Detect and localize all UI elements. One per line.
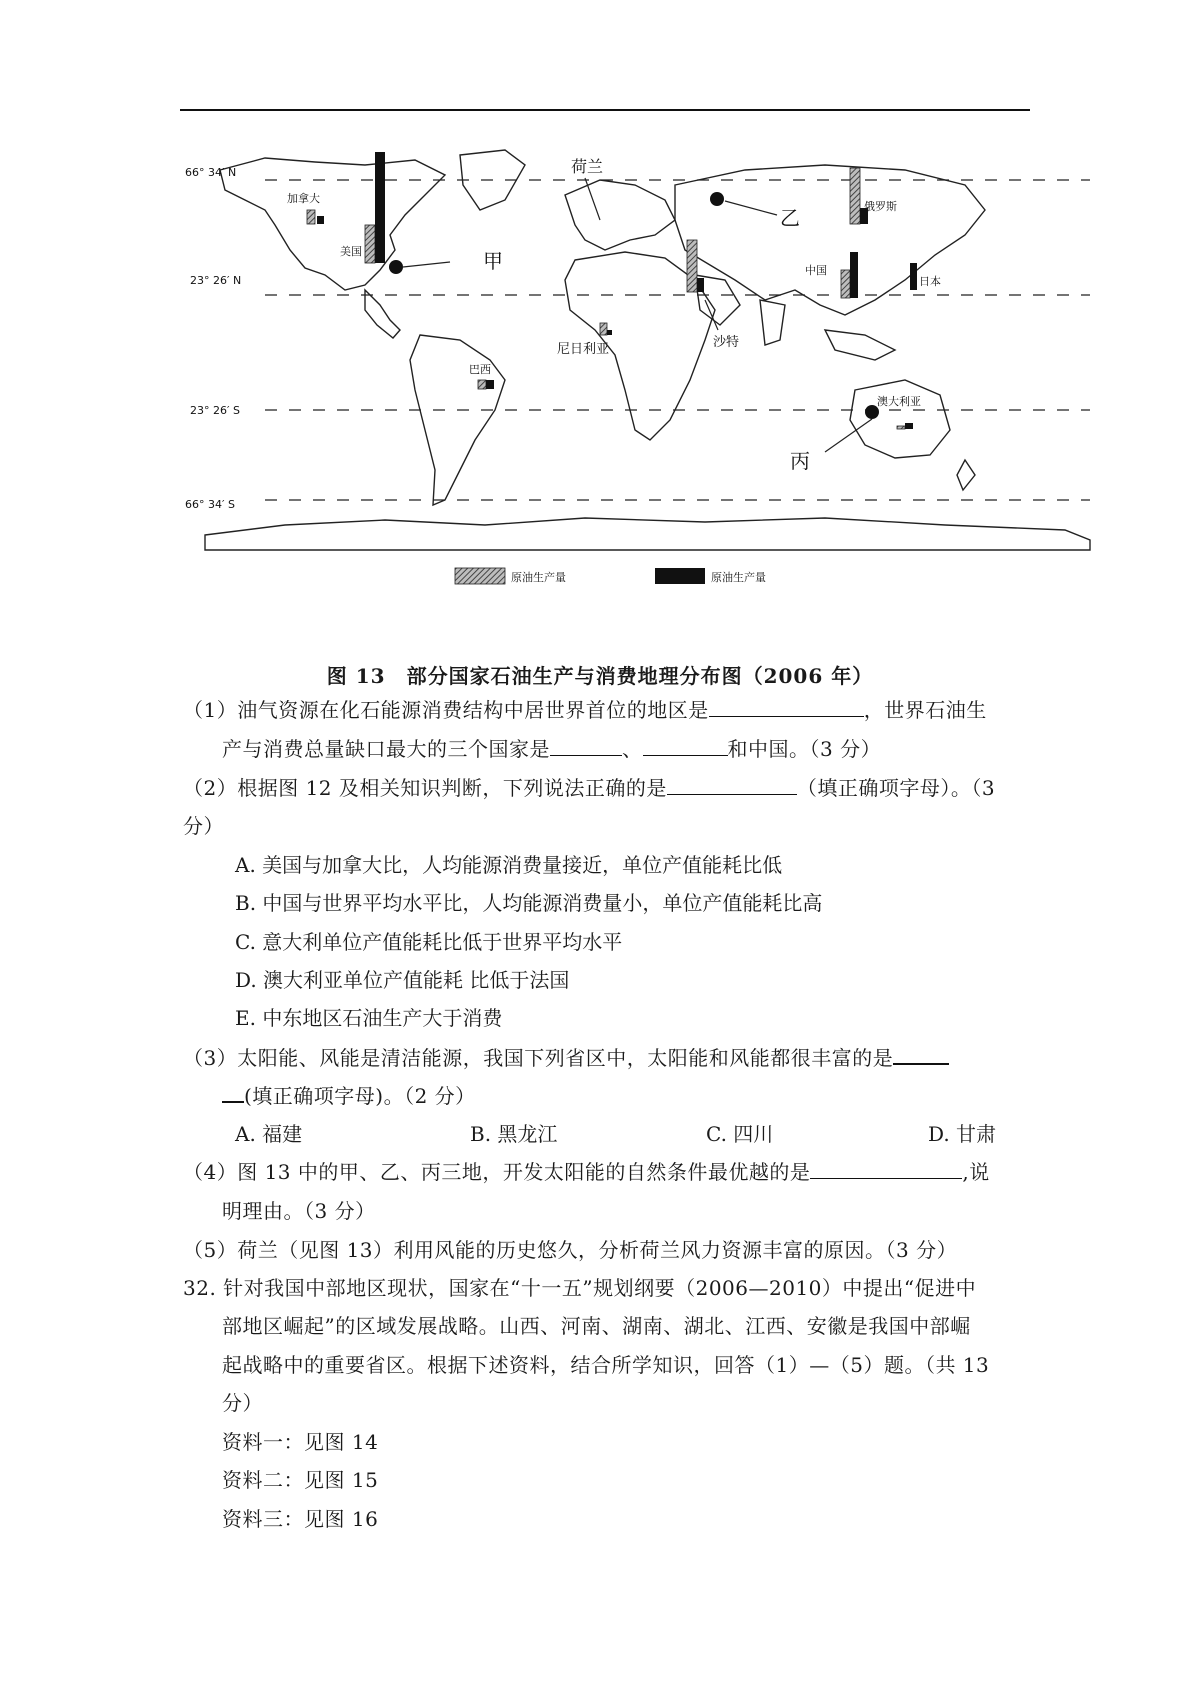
label-russia: 俄罗斯	[864, 200, 897, 213]
label-brazil: 巴西	[469, 363, 491, 376]
bar-australia-hatched	[897, 426, 905, 429]
q3-line1: （3）太阳能、风能是清洁能源，我国下列省区中，太阳能和风能都很丰富的是	[183, 1043, 949, 1072]
label-usa: 美国	[340, 245, 362, 258]
oil-bars	[307, 152, 917, 429]
q2-option-d: D. 澳大利亚单位产值能耗 比低于法国	[235, 968, 570, 992]
bar-usa-hatched	[365, 225, 375, 263]
bar-saudi-hatched	[687, 240, 697, 292]
bar-australia-solid	[905, 423, 913, 429]
q3-option-a: A. 福建	[235, 1122, 303, 1146]
label-japan: 日本	[919, 275, 941, 288]
q3-blank-answer-2[interactable]	[222, 1081, 244, 1103]
q32-line3: 起战略中的重要省区。根据下述资料，结合所学知识，回答（1）—（5）题。（共 13	[222, 1353, 990, 1377]
q2-option-a: A. 美国与加拿大比，人均能源消费量接近，单位产值能耗比低	[235, 853, 783, 877]
q32-material-1: 资料一：见图 14	[222, 1430, 379, 1454]
lat-cancer: 23° 26′ N	[190, 274, 242, 287]
point-yi	[710, 192, 724, 206]
legend-hatched-label: 原油生产量	[511, 571, 566, 584]
label-netherlands: 荷兰	[571, 157, 604, 176]
q1-line2: 产与消费总量缺口最大的三个国家是 、 和中国。（3 分）	[222, 737, 882, 761]
lat-antarctic: 66° 34′ S	[185, 498, 235, 511]
label-china: 中国	[805, 264, 827, 277]
bar-china-solid	[850, 252, 858, 298]
legend	[455, 568, 766, 584]
header-rule	[180, 109, 1030, 111]
label-nigeria: 尼日利亚	[557, 342, 610, 357]
label-bing: 丙	[790, 449, 810, 473]
label-canada: 加拿大	[287, 192, 320, 205]
q3-line2: (填正确项字母)。（2 分）	[222, 1081, 476, 1110]
bar-canada-solid	[317, 216, 324, 224]
bar-china-hatched	[841, 270, 850, 298]
bar-brazil-solid	[486, 380, 494, 389]
legend-solid-swatch	[655, 568, 705, 584]
label-jia: 甲	[483, 249, 503, 273]
legend-hatched-swatch	[455, 568, 505, 584]
label-australia: 澳大利亚	[877, 395, 921, 408]
bar-nigeria-solid	[607, 330, 612, 335]
q32-line4: 分）	[222, 1391, 263, 1415]
q4-blank-answer[interactable]	[810, 1158, 962, 1179]
q4-line2: 明理由。（3 分）	[222, 1199, 376, 1223]
q5-line1: （5）荷兰（见图 13）利用风能的历史悠久，分析荷兰风力资源丰富的原因。（3 分）	[183, 1238, 958, 1262]
leader-lines	[403, 178, 872, 452]
q2-blank-answer[interactable]	[667, 774, 797, 795]
q2-option-b: B. 中国与世界平均水平比，人均能源消费量小，单位产值能耗比高	[235, 891, 823, 915]
q1-line1: （1）油气资源在化石能源消费结构中居世界首位的地区是 ，世界石油生	[183, 698, 987, 722]
bar-brazil-hatched	[478, 380, 486, 389]
q32-line2: 部地区崛起”的区域发展战略。山西、河南、湖南、湖北、江西、安徽是我国中部崛	[222, 1314, 971, 1338]
q4-line1: （4）图 13 中的甲、乙、丙三地，开发太阳能的自然条件最优越的是 ,说	[183, 1160, 990, 1184]
bar-russia-hatched	[850, 168, 860, 224]
point-jia	[389, 260, 403, 274]
q2-option-c: C. 意大利单位产值能耗比低于世界平均水平	[235, 930, 623, 954]
latitude-labels	[185, 166, 241, 511]
q1-blank-country1[interactable]	[550, 735, 622, 756]
world-oil-map	[185, 140, 1090, 640]
q1-blank-region[interactable]	[709, 696, 864, 717]
q3-option-b: B. 黑龙江	[470, 1122, 558, 1146]
q3-option-c: C. 四川	[706, 1122, 774, 1146]
bar-canada-hatched	[307, 210, 315, 224]
continent-outlines	[205, 150, 1090, 550]
q2-option-e: E. 中东地区石油生产大于消费	[235, 1006, 503, 1030]
legend-solid-label: 原油生产量	[711, 571, 766, 584]
bar-saudi-solid	[697, 278, 704, 292]
bar-japan-solid	[910, 263, 917, 290]
q3-blank-answer-1[interactable]	[893, 1043, 949, 1065]
points	[389, 192, 879, 419]
q32-material-3: 资料三：见图 16	[222, 1507, 379, 1531]
bar-nigeria-hatched	[600, 323, 607, 335]
bar-usa-solid	[375, 152, 385, 263]
q32-material-2: 资料二：见图 15	[222, 1468, 379, 1492]
q3-option-d: D. 甘肃	[928, 1122, 997, 1146]
q32-line1: 32. 针对我国中部地区现状，国家在“十一五”规划纲要（2006—2010）中提出“促进中	[183, 1276, 977, 1300]
q2-line1: （2）根据图 12 及相关知识判断，下列说法正确的是 （填正确项字母）。（3	[183, 776, 996, 800]
lat-arctic: 66° 34′ N	[185, 166, 237, 179]
q1-blank-country2[interactable]	[643, 735, 728, 756]
label-saudi: 沙特	[713, 335, 740, 350]
label-yi: 乙	[780, 206, 800, 230]
figure-caption: 图 13 部分国家石油生产与消费地理分布图（2006 年）	[326, 664, 874, 688]
q2-line2: 分）	[183, 814, 224, 838]
lat-capricorn: 23° 26′ S	[190, 404, 240, 417]
point-labels	[483, 206, 810, 473]
